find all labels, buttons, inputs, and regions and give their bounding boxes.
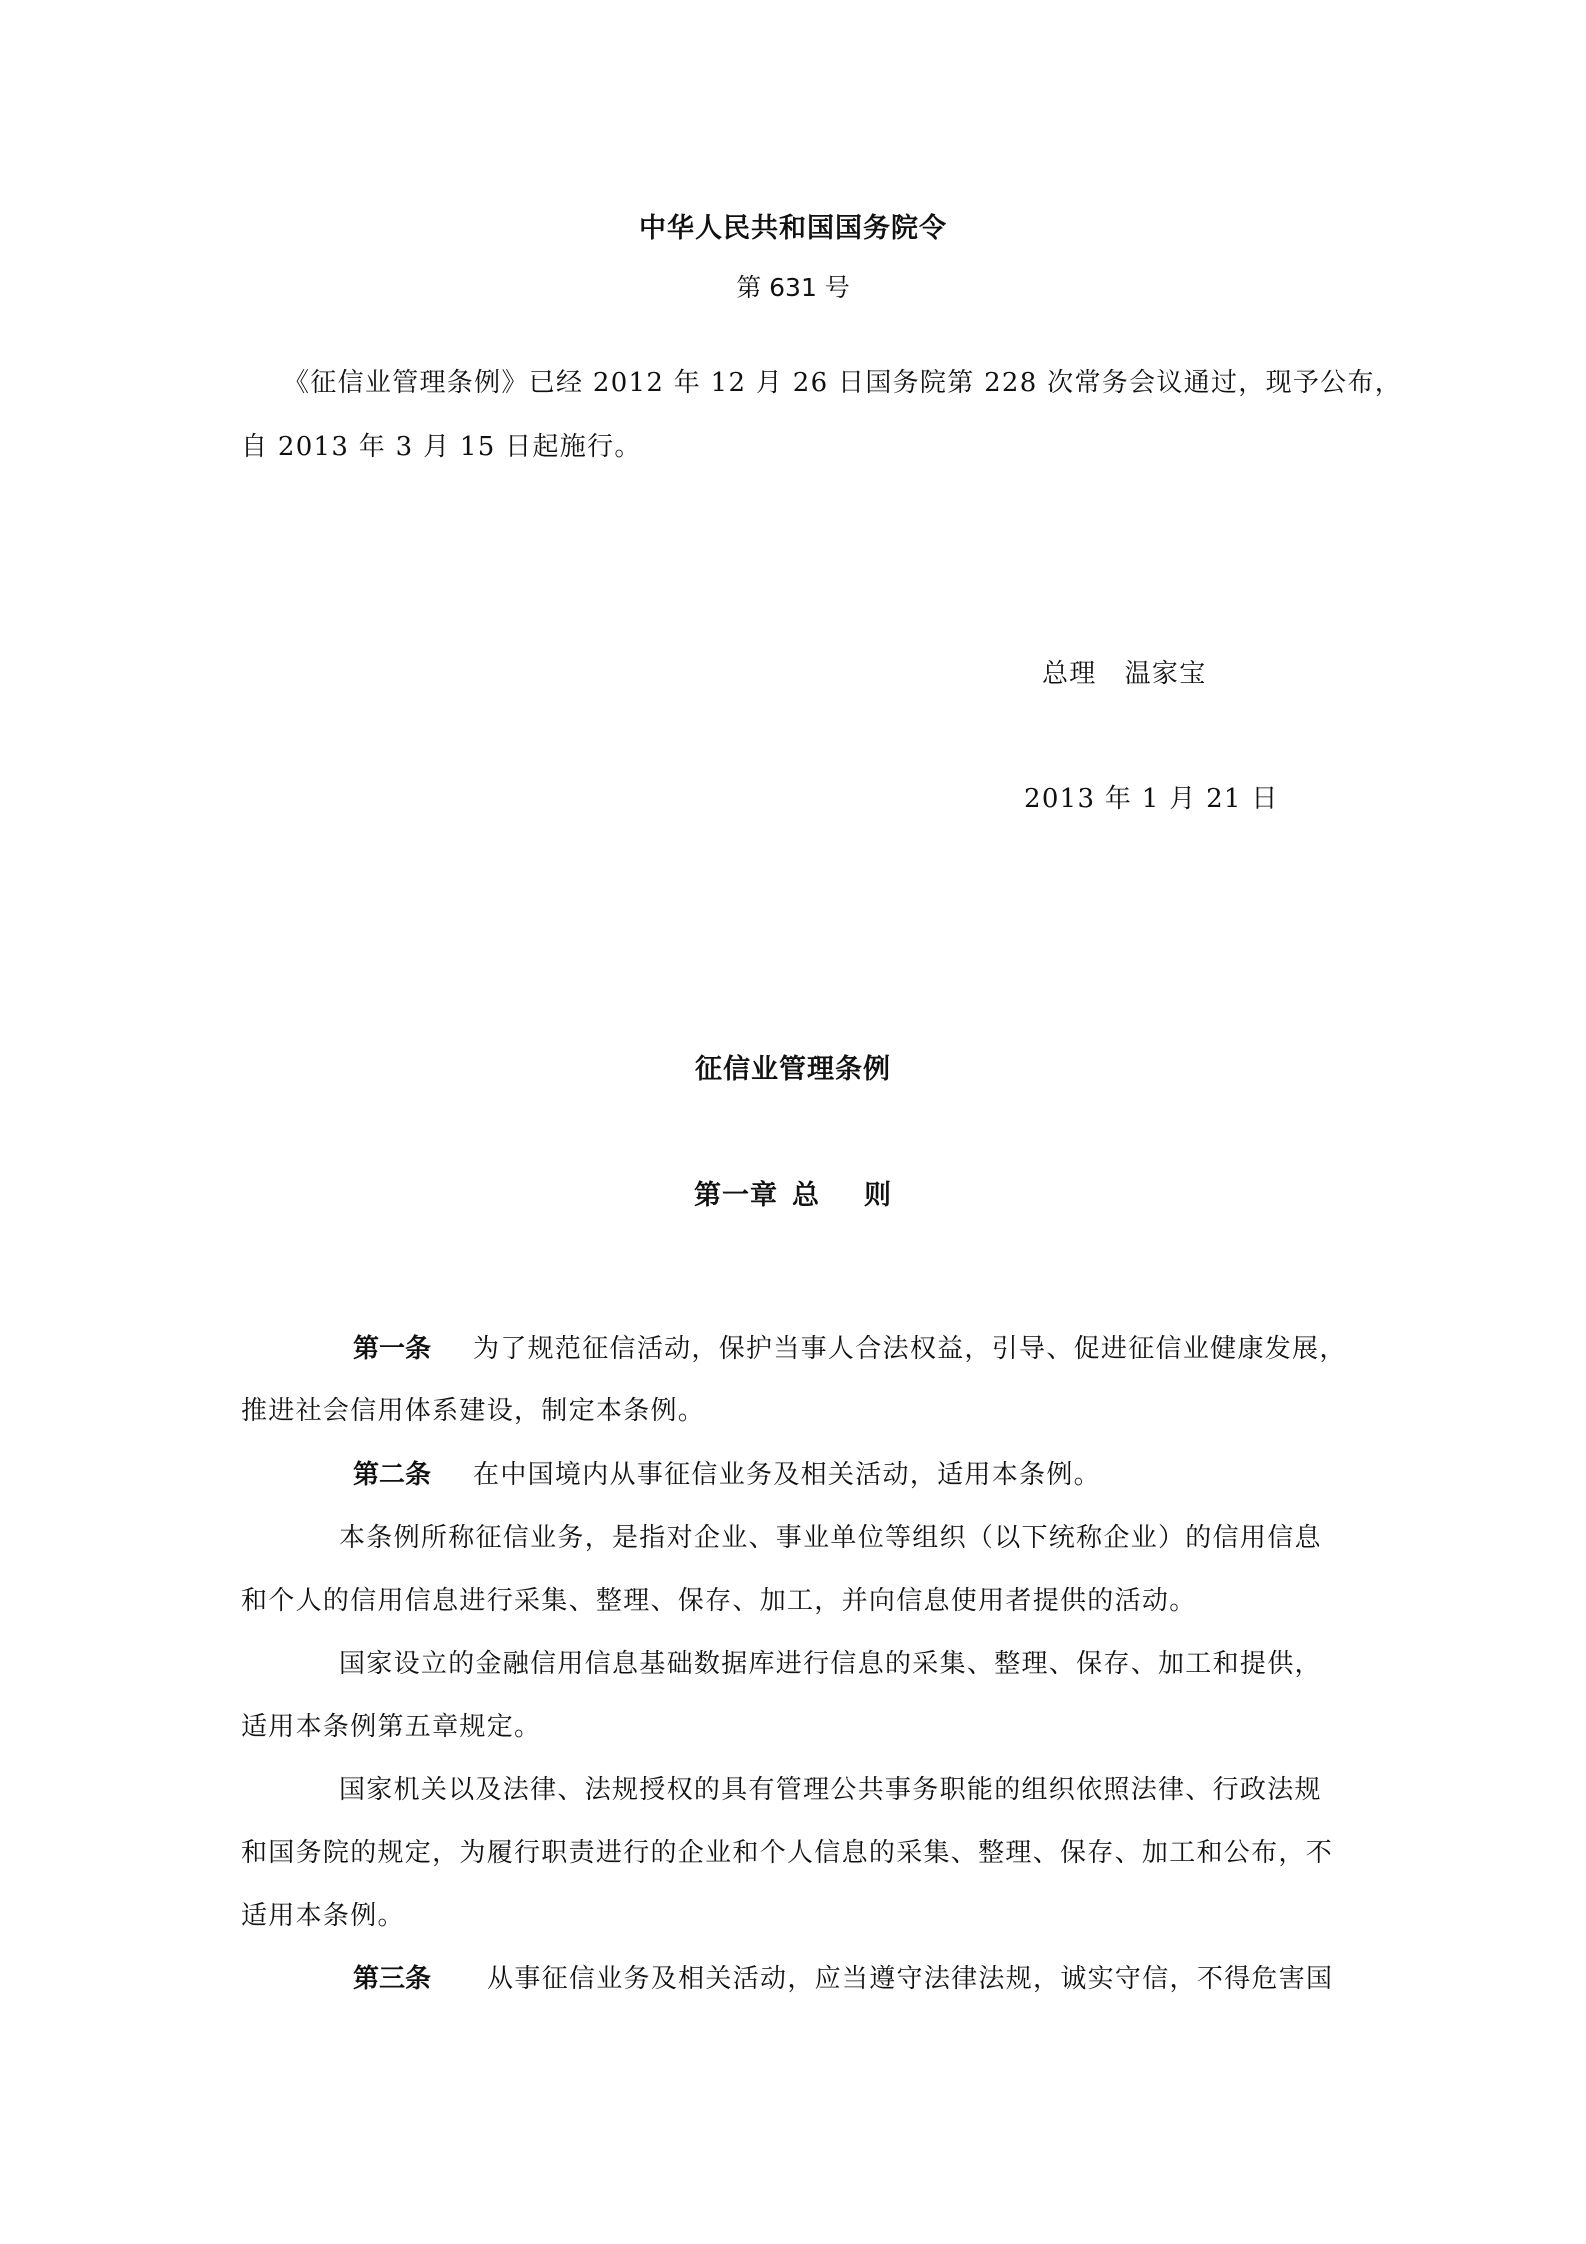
signature-name: 温家宝 [1124,659,1207,689]
article-2-para-2-line-2: 适用本条例第五章规定。 [241,1712,542,1742]
chapter-title-part-1: 总 [792,1180,820,1211]
article-3-line-1 [353,1965,1333,1993]
article-2-para-3-line-3: 适用本条例。 [241,1901,405,1931]
article-1-line-1 [353,1335,1347,1363]
article-1-line-2: 推进社会信用体系建设，制定本条例。 [241,1396,706,1426]
signature-role: 总理 [1042,659,1097,689]
article-2-para-3-line-1: 国家机关以及法律、法规授权的具有管理公共事务职能的组织依照法律、行政法规 [339,1775,1322,1805]
article-2-para-1-line-1: 本条例所称征信业务，是指对企业、事业单位等组织（以下统称企业）的信用信息 [339,1523,1322,1553]
article-2-text: 在中国境内从事征信业务及相关活动，适用本条例。 [473,1460,1101,1490]
article-2-label: 第二条 [353,1460,432,1490]
article-3-label: 第三条 [353,1964,432,1994]
signing-date: 2013 年 1 月 21 日 [1024,784,1279,814]
article-2-para-1-line-2: 和个人的信用信息进行采集、整理、保存、加工，并向信息使用者提供的活动。 [241,1586,1197,1616]
chapter-heading [0,1173,1586,1212]
regulation-title: 征信业管理条例 [695,1054,891,1085]
article-2-para-2-line-1: 国家设立的金融信用信息基础数据库进行信息的采集、整理、保存、加工和提供， [339,1649,1322,1679]
announcement-line-2: 自 2013 年 3 月 15 日起施行。 [241,432,642,462]
decree-title: 中华人民共和国国务院令 [639,213,947,244]
chapter-number: 第一章 [694,1180,778,1211]
article-3-text: 从事征信业务及相关活动，应当遵守法律法规，诚实守信，不得危害国 [487,1964,1334,1994]
article-1-label: 第一条 [353,1334,432,1364]
signature [1042,660,1207,688]
chapter-title-part-2: 则 [864,1180,892,1211]
article-1-text: 为了规范征信活动，保护当事人合法权益，引导、促进征信业健康发展， [473,1334,1347,1364]
article-2-para-3-line-2: 和国务院的规定，为履行职责进行的企业和个人信息的采集、整理、保存、加工和公布，不 [241,1838,1334,1868]
article-2-line-1 [353,1461,1101,1489]
announcement-line-1: 《征信业管理条例》已经 2012 年 12 月 26 日国务院第 228 次常务会议通过，现予公布， [283,368,1403,398]
decree-number: 第 631 号 [736,273,850,302]
